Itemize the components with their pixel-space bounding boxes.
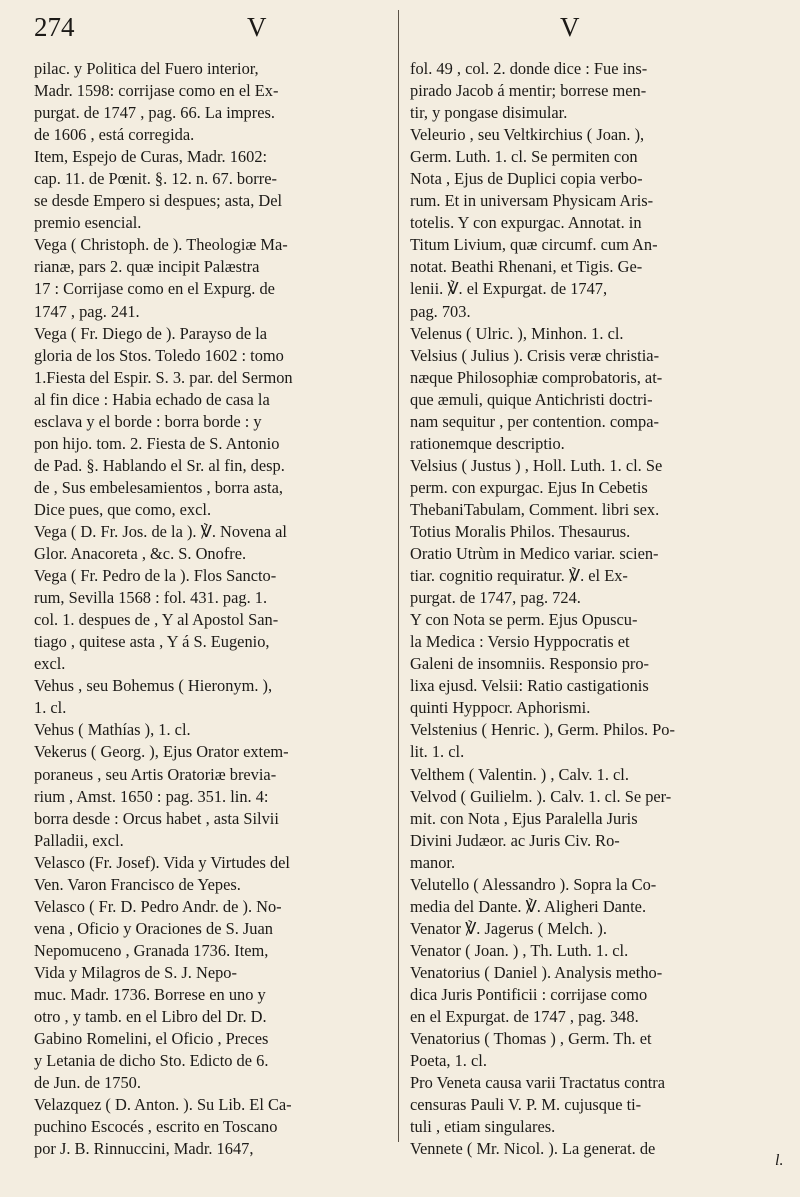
text-line: Nepomuceno , Granada 1736. Item, [34,940,269,960]
text-line: que æmuli, quique Antichristi doctri- [410,389,653,409]
catchword: l. [775,1152,784,1169]
text-line: Dice pues, que como, excl. [34,499,212,519]
text-line: Venatorius ( Thomas ) , Germ. Th. et [410,1029,652,1049]
text-line: la Medica : Versio Hyppocratis et [410,632,630,652]
text-line: al fin dice : Habia echado de casa la [34,389,270,409]
text-line: 1. cl. [34,698,67,718]
text-line: Poeta, 1. cl. [410,1051,487,1071]
text-line: Divini Judæor. ac Juris Civ. Ro- [410,830,620,850]
text-line: vena , Oficio y Oraciones de S. Juan [34,918,273,938]
running-header [0,12,800,52]
text-line: Velsius ( Julius ). Crisis veræ christia- [410,345,660,365]
text-line: Velstenius ( Henric. ), Germ. Philos. Po- [410,720,675,740]
text-line: dica Juris Pontificii : corrijase como [410,984,648,1004]
text-line: de 1606 , está corregida. [34,125,195,145]
text-line: fol. 49 , col. 2. donde dice : Fue ins- [410,59,648,78]
left-header-letter: V [247,12,267,42]
text-line: tir, y pongase disimular. [410,103,568,123]
text-line: Totius Moralis Philos. Thesaurus. [410,521,631,541]
text-line: Venatorius ( Daniel ). Analysis metho- [410,962,663,982]
text-line: Velenus ( Ulric. ), Minhon. 1. cl. [410,323,624,343]
text-line: rum, Sevilla 1568 : fol. 431. pag. 1. [34,588,268,608]
text-line: nam sequitur , per contention. compa- [410,411,659,431]
text-line: ThebaniTabulam, Comment. libri sex. [410,499,660,519]
text-line: Velutello ( Alessandro ). Sopra la Co- [410,874,657,894]
text-line: Ven. Varon Francisco de Yepes. [34,874,241,894]
text-line: esclava y el borde : borra borde : y [34,411,262,431]
text-line: en el Expurgat. de 1747 , pag. 348. [410,1007,639,1027]
text-line: col. 1. despues de , Y al Apostol San- [34,610,279,630]
text-line: Vega ( Fr. Pedro de la ). Flos Sancto- [34,566,277,586]
text-line: censuras Pauli V. P. M. cujusque ti- [410,1095,642,1115]
right-column [410,58,762,1160]
text-line: Vekerus ( Georg. ), Ejus Orator extem- [34,742,289,762]
text-line: tiago , quitese asta , Y á S. Eugenio, [34,632,270,652]
text-line: Nota , Ejus de Duplici copia verbo- [410,169,643,189]
text-line: Venator ℣. Jagerus ( Melch. ). [410,918,607,938]
text-line: 1747 , pag. 241. [34,301,140,321]
text-line: borra desde : Orcus habet , asta Silvii [34,808,279,828]
text-line: Vehus , seu Bohemus ( Hieronym. ), [34,676,273,696]
text-line: purgat. de 1747 , pag. 66. La impres. [34,103,275,123]
text-line: totelis. Y con expurgac. Annotat. in [410,213,642,233]
text-line: Velazquez ( D. Anton. ). Su Lib. El Ca- [34,1095,292,1115]
text-line: Vehus ( Mathías ), 1. cl. [34,720,191,740]
text-line: de Jun. de 1750. [34,1073,141,1093]
text-line: excl. [34,654,66,674]
text-line: lenii. ℣. el Expurgat. de 1747, [410,279,608,299]
text-line: Madr. 1598: corrijase como en el Ex- [34,81,279,101]
text-line: Velsius ( Justus ) , Holl. Luth. 1. cl. Se [410,455,663,475]
text-line: manor. [410,852,456,872]
text-line: perm. con expurgac. Ejus In Cebetis [410,477,648,497]
text-line: rianæ, pars 2. quæ incipit Palæstra [34,257,260,277]
text-line: Vega ( Christoph. de ). Theologiæ Ma- [34,235,288,255]
text-line: Y con Nota se perm. Ejus Opuscu- [410,610,638,630]
text-line: Vida y Milagros de S. J. Nepo- [34,962,237,982]
text-line: de Pad. §. Hablando el Sr. al fin, desp. [34,455,285,475]
page-number: 274 [34,12,75,42]
text-line: cap. 11. de Pœnit. §. 12. n. 67. borre- [34,169,277,189]
text-line: 1.Fiesta del Espir. S. 3. par. del Sermon [34,367,293,387]
text-line: rationemque descriptio. [410,433,565,453]
text-line: poraneus , seu Artis Oratoriæ brevia- [34,764,277,784]
text-line: Veleurio , seu Veltkirchius ( Joan. ), [410,125,645,145]
text-line: de , Sus embelesamientos , borra asta, [34,477,283,497]
text-line: Velasco ( Fr. D. Pedro Andr. de ). No- [34,896,282,916]
text-line: Velasco (Fr. Josef). Vida y Virtudes del [34,852,290,872]
text-line: Glor. Anacoreta , &c. S. Onofre. [34,544,247,564]
text-line: Palladii, excl. [34,830,124,850]
text-line: se desde Empero si despues; asta, Del [34,191,283,211]
text-line: Gabino Romelini, el Oficio , Preces [34,1029,269,1049]
text-line: pon hijo. tom. 2. Fiesta de S. Antonio [34,433,280,453]
text-line: pirado Jacob á mentir; borrese men- [410,81,647,101]
text-line: quinti Hyppocr. Aphorismi. [410,698,591,718]
text-line: pag. 703. [410,301,471,321]
text-line: mit. con Nota , Ejus Paralella Juris [410,808,638,828]
text-line: Pro Veneta causa varii Tractatus contra [410,1073,666,1093]
text-line: Item, Espejo de Curas, Madr. 1602: [34,147,268,167]
text-line: Velvod ( Guilielm. ). Calv. 1. cl. Se per- [410,786,672,806]
text-line: muc. Madr. 1736. Borrese en uno y [34,984,266,1004]
text-line: Oratio Utrùm in Medico variar. scien- [410,544,659,564]
text-line: Velthem ( Valentin. ) , Calv. 1. cl. [410,764,629,784]
text-line: purgat. de 1747, pag. 724. [410,588,581,608]
text-line: rium , Amst. 1650 : pag. 351. lin. 4: [34,786,269,806]
text-line: lixa ejusd. Velsii: Ratio castigationis [410,676,649,696]
text-line: y Letania de dicho Sto. Edicto de 6. [34,1051,269,1071]
text-line: otro , y tamb. en el Libro del Dr. D. [34,1007,267,1027]
left-column [34,58,386,1160]
text-line: 17 : Corrijase como en el Expurg. de [34,279,275,299]
text-line: pilac. y Politica del Fuero interior, [34,59,259,78]
text-line: rum. Et in universam Physicam Aris- [410,191,654,211]
right-header-letter: V [560,12,580,42]
text-line: Galeni de insomniis. Responsio pro- [410,654,650,674]
text-line: Vega ( D. Fr. Jos. de la ). ℣. Novena al [34,521,287,541]
text-line: næque Philosophiæ comprobatoris, at- [410,367,663,387]
text-line: tiar. cognitio requiratur. ℣. el Ex- [410,566,628,586]
text-line: notat. Beathi Rhenani, et Tigis. Ge- [410,257,643,277]
text-line: Vega ( Fr. Diego de ). Parayso de la [34,323,268,343]
text-line: puchino Escocés , escrito en Toscano [34,1117,278,1137]
text-line: tuli , etiam singulares. [410,1117,556,1137]
text-line: Vennete ( Mr. Nicol. ). La generat. de [410,1139,656,1159]
text-line: por J. B. Rinnuccini, Madr. 1647, [34,1139,254,1159]
text-line: Titum Livium, quæ circumf. cum An- [410,235,658,255]
text-line: media del Dante. ℣. Aligheri Dante. [410,896,647,916]
text-line: premio esencial. [34,213,142,233]
text-line: Venator ( Joan. ) , Th. Luth. 1. cl. [410,940,629,960]
text-line: Germ. Luth. 1. cl. Se permiten con [410,147,638,167]
text-line: gloria de los Stos. Toledo 1602 : tomo [34,345,284,365]
text-line: lit. 1. cl. [410,742,465,762]
column-divider [398,10,399,1142]
